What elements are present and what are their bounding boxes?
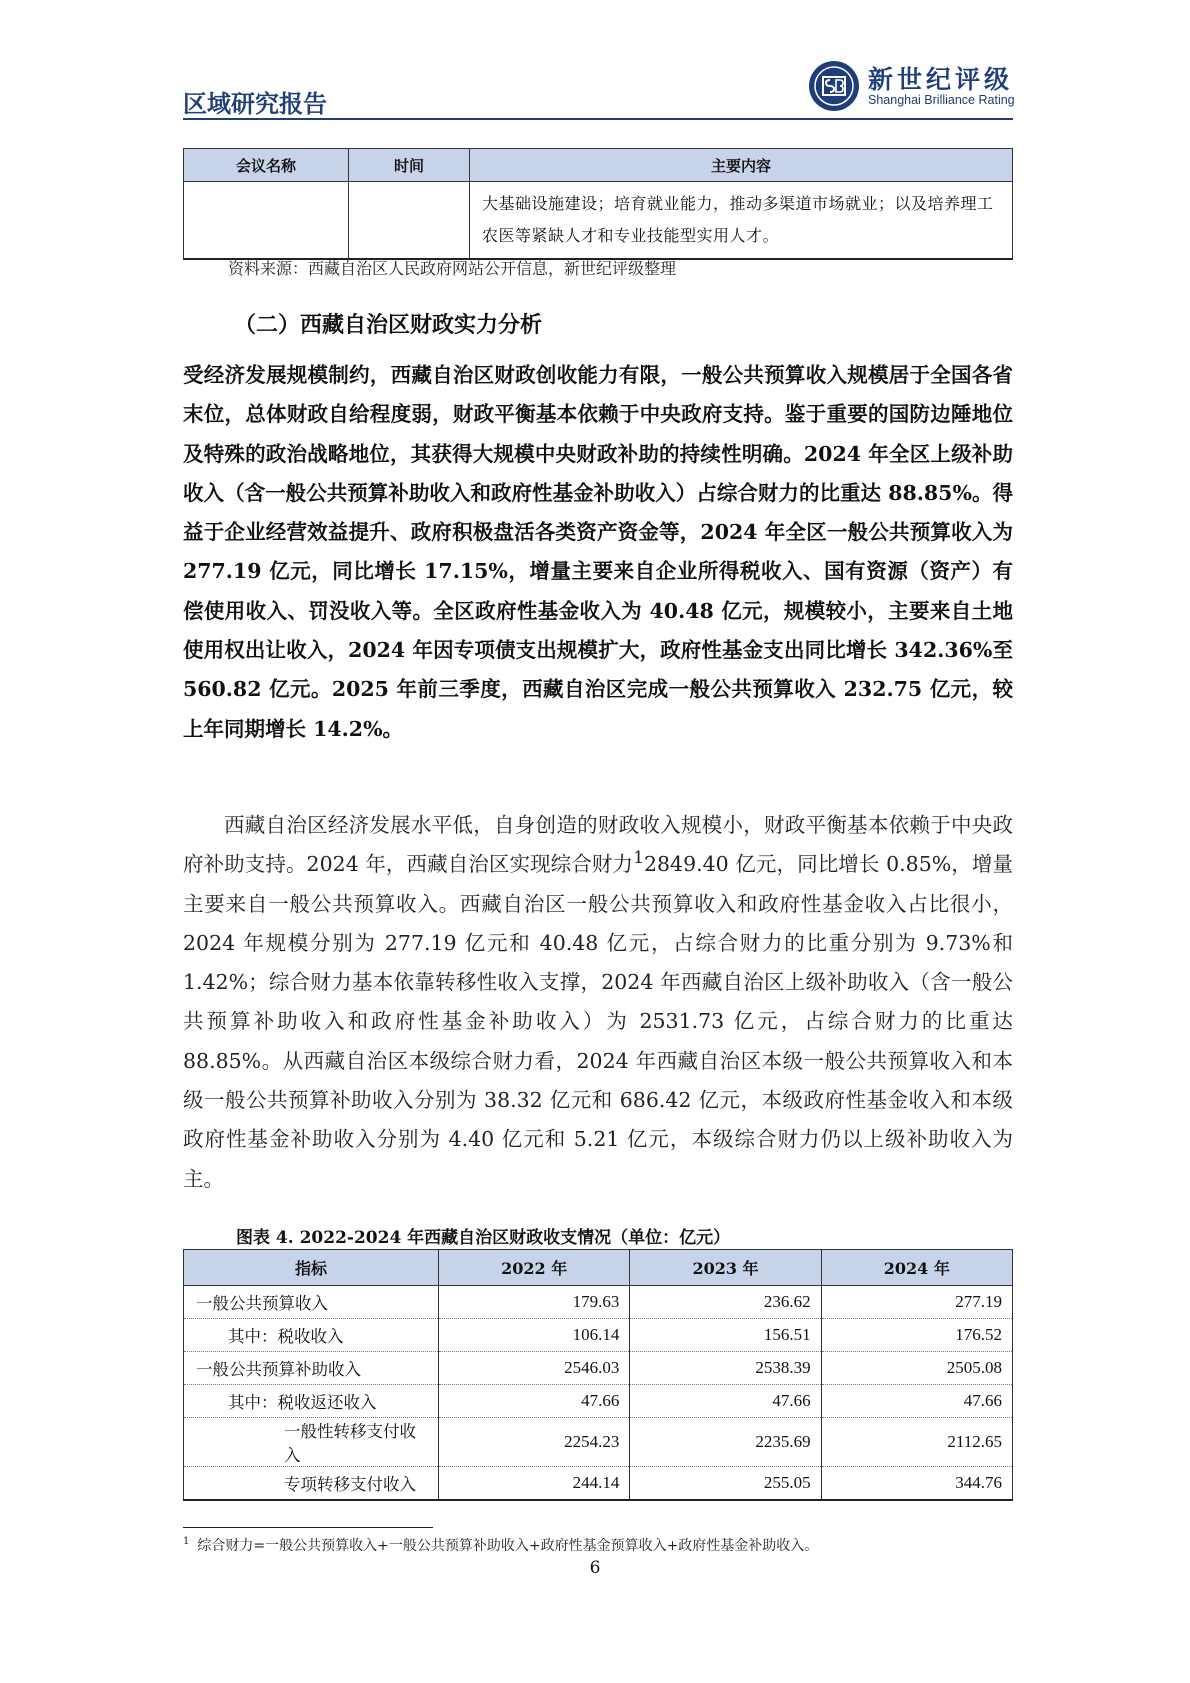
cell-2024: 2112.65: [821, 1418, 1012, 1467]
table-row: [184, 1385, 1013, 1418]
body-text-part-1: 西藏自治区经济发展水平低，自身创造的财政收入规模小，财政平衡基本依赖于中央政府补助支持。2024 年，西藏自治区实现综合财力: [183, 813, 1013, 877]
figure-title: 图表 4. 2022-2024 年西藏自治区财政收支情况（单位：亿元）: [236, 1228, 731, 1248]
col-header-2024: 2024 年: [821, 1250, 1012, 1286]
col-header-2023: 2023 年: [630, 1250, 821, 1286]
cell-2024: 176.52: [821, 1319, 1012, 1352]
table-header-row: [184, 149, 1013, 182]
cell-content: 大基础设施建设；培育就业能力，推动多渠道市场就业；以及培养理工农医等紧缺人才和专业技能型实用人才。: [470, 182, 1013, 260]
cell-2022: 2546.03: [439, 1352, 630, 1385]
body-text-part-2: 2849.40 亿元，同比增长 0.85%，增量主要来自一般公共预算收入。西藏自治区一般公共预算收入和政府性基金收入占比很小，2024 年规模分别为 277.19 亿元和 40.48 亿元，占综合财力的比重分别为 9.73%和 1.42%；综合财力基本依靠转移性收入支撑，2024 年西藏自治区上级补助收入（含一般公共预算补助收入和政府性基金补助收入）为 2531.73 亿元，占综合财力的比重达 88.85%。从西藏自治区本级综合财力看，2024 年西藏自治区本级一般公共预算收入和本级一般公共预算补助收入分别为 38.32 亿元和 686.42 亿元，本级政府性基金收入和本级政府性基金补助收入分别为 4.40 亿元和 5.21 亿元，本级综合财力仍以上级补助收入为主。: [183, 852, 1013, 1191]
table-row: [184, 1286, 1013, 1319]
brand-name-en: Shanghai Brilliance Rating: [868, 93, 1015, 107]
cell-2024: 277.19: [821, 1286, 1012, 1319]
table-row: [184, 1467, 1013, 1501]
cell-2022: 179.63: [439, 1286, 630, 1319]
cell-2023: 47.66: [630, 1385, 821, 1418]
col-header-indicator: 指标: [184, 1250, 439, 1286]
cell-2022: 106.14: [439, 1319, 630, 1352]
footnote-text: 综合财力=一般公共预算收入+一般公共预算补助收入+政府性基金预算收入+政府性基金补助收入。: [197, 1538, 819, 1554]
cell-2023: 2538.39: [630, 1352, 821, 1385]
section-title: （二）西藏自治区财政实力分析: [234, 313, 543, 338]
page-number: 6: [589, 1558, 601, 1578]
cell-2023: 255.05: [630, 1467, 821, 1501]
cell-2022: 2254.23: [439, 1418, 630, 1467]
brand-name-cn: 新世纪评级: [868, 65, 1014, 94]
table-row: [184, 182, 1013, 260]
cell-2023: 2235.69: [630, 1418, 821, 1467]
col-header-content: 主要内容: [470, 149, 1013, 182]
row-label: 一般公共预算补助收入: [184, 1352, 439, 1385]
row-label: 其中：税收返还收入: [184, 1385, 439, 1418]
col-header-meeting-name: 会议名称: [184, 149, 349, 182]
cell-2024: 47.66: [821, 1385, 1012, 1418]
footnote-divider: [183, 1527, 433, 1528]
cell-2024: 2505.08: [821, 1352, 1012, 1385]
row-label: 一般性转移支付收入: [184, 1418, 439, 1467]
cell-time: [349, 182, 470, 260]
cell-2022: 47.66: [439, 1385, 630, 1418]
footnote: [183, 1535, 818, 1555]
data-source-note: 资料来源：西藏自治区人民政府网站公开信息，新世纪评级整理: [228, 259, 677, 278]
header-divider: [183, 118, 1013, 120]
body-paragraph: [183, 806, 1013, 1199]
table-header-row: [184, 1250, 1013, 1286]
cell-2023: 156.51: [630, 1319, 821, 1352]
cell-2024: 344.76: [821, 1467, 1012, 1501]
table-row: [184, 1319, 1013, 1352]
summary-paragraph: 受经济发展规模制约，西藏自治区财政创收能力有限，一般公共预算收入规模居于全国各省末位，总体财政自给程度弱，财政平衡基本依赖于中央政府支持。鉴于重要的国防边陲地位及特殊的政治战略地位，其获得大规模中央财政补助的持续性明确。2024 年全区上级补助收入（含一般公共预算补助收入和政府性基金补助收入）占综合财力的比重达 88.85%。得益于企业经营效益提升、政府积极盘活各类资产资金等，2024 年全区一般公共预算收入为 277.19 亿元，同比增长 17.15%，增量主要来自企业所得税收入、国有资源（资产）有偿使用收入、罚没收入等。全区政府性基金收入为 40.48 亿元，规模较小，主要来自土地使用权出让收入，2024 年因专项债支出规模扩大，政府性基金支出同比增长 342.36%至 560.82 亿元。2025 年前三季度，西藏自治区完成一般公共预算收入 232.75 亿元，较上年同期增长 14.2%。: [183, 363, 1013, 741]
row-label: 一般公共预算收入: [184, 1286, 439, 1319]
col-header-time: 时间: [349, 149, 470, 182]
table-row: [184, 1352, 1013, 1385]
footnote-mark: 1: [183, 1536, 190, 1548]
cell-2022: 244.14: [439, 1467, 630, 1501]
row-label: 其中：税收收入: [184, 1319, 439, 1352]
cell-2023: 236.62: [630, 1286, 821, 1319]
row-label: 专项转移支付收入: [184, 1467, 439, 1501]
brand-logo: [808, 58, 1023, 114]
table-row: [184, 1418, 1013, 1467]
footnote-ref[interactable]: 1: [633, 848, 644, 869]
meeting-table: [183, 148, 1013, 260]
brand-emblem-icon: [808, 60, 860, 112]
fiscal-table: [183, 1249, 1013, 1501]
cell-meeting-name: [184, 182, 349, 260]
col-header-2022: 2022 年: [439, 1250, 630, 1286]
report-title: 区域研究报告: [183, 90, 327, 118]
